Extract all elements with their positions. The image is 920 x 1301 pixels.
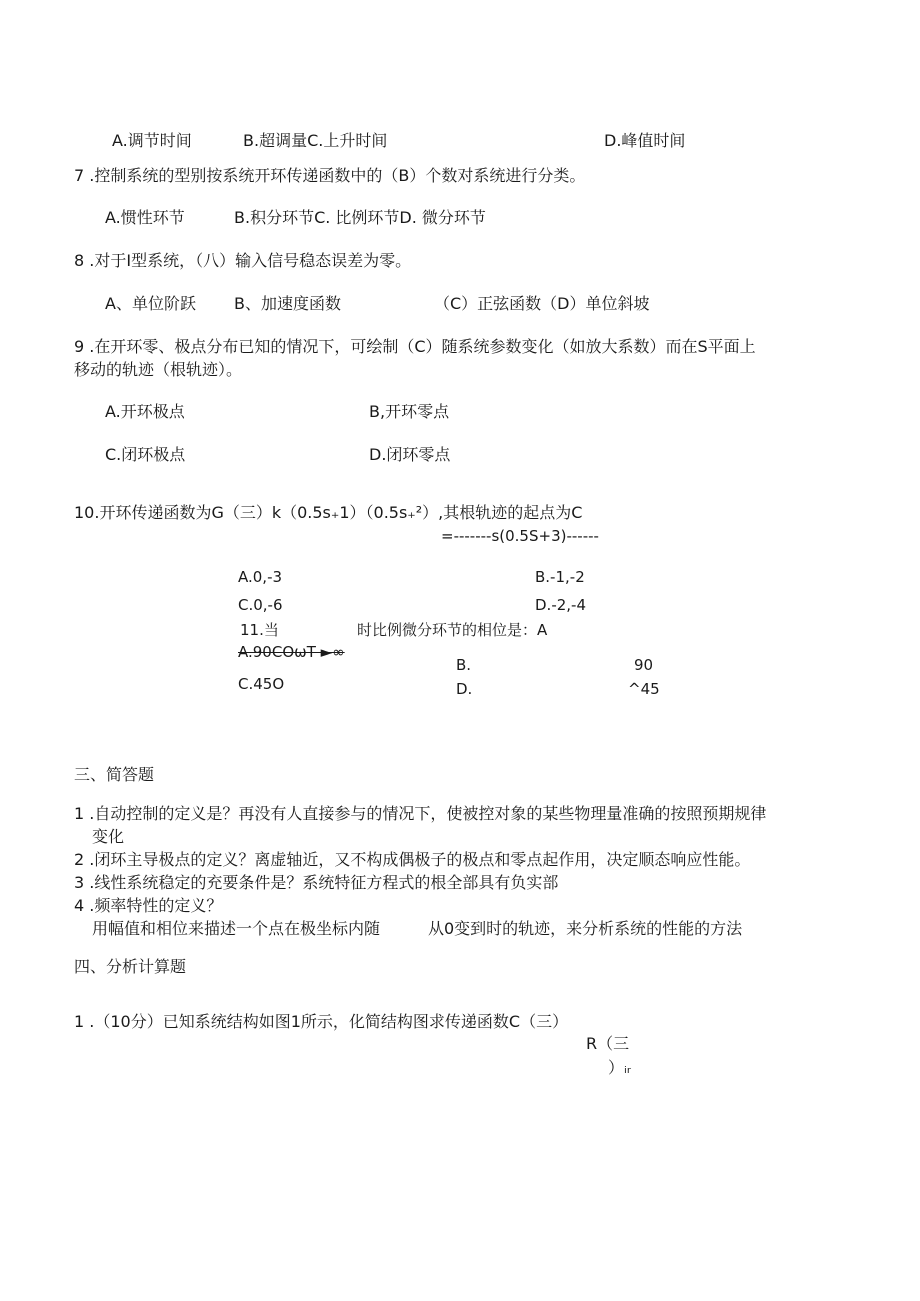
q11-option-b: B.	[456, 656, 472, 674]
q8-stem: 8 .对于I型系统，（八）输入信号稳态误差为零。	[74, 251, 412, 270]
q9-stem-line2: 移动的轨迹（根轨迹）。	[74, 360, 243, 379]
q6-option-d: D.峰值时间	[604, 131, 686, 150]
q7-stem: 7 .控制系统的型别按系统开环传递函数中的（B）个数对系统进行分类。	[74, 166, 586, 185]
q11-option-a: A.90COωT ►∞	[238, 643, 345, 661]
section4-title: 四、分析计算题	[74, 957, 187, 976]
q9-option-b: B,开环零点	[369, 402, 450, 421]
q7-option-bcd: B.积分环节C. 比例环节D. 微分环节	[234, 208, 486, 227]
q10-option-c: C.0,-6	[238, 596, 283, 614]
q9-option-d: D.闭环零点	[369, 445, 451, 464]
q11-number: 11.当	[240, 621, 279, 639]
q8-option-a: A、单位阶跃	[105, 294, 196, 313]
section3-item-1-cont: 变化	[92, 827, 125, 846]
q10-option-d: D.-2,-4	[535, 596, 586, 614]
q10-option-a: A.0,-3	[238, 568, 283, 586]
q6-option-a: A.调节时间	[112, 131, 192, 150]
q10-option-b: B.-1,-2	[535, 568, 585, 586]
section4-question-1: 1 .（10分）已知系统结构如图1所示，化简结构图求传递函数C（三）	[74, 1012, 569, 1031]
q11-option-d: D.	[456, 680, 473, 698]
q11-option-b-value: 90	[634, 656, 654, 674]
section3-item-3: 3 .线性系统稳定的充要条件是？系统特征方程式的根全部具有负实部	[74, 873, 559, 892]
q9-stem-line1: 9 .在开环零、极点分布已知的情况下，可绘制（C）随系统参数变化（如放大系数）而在S平面上	[74, 337, 756, 356]
q11-option-d-value: ^45	[628, 680, 660, 698]
section3-title: 三、简答题	[74, 765, 155, 784]
fraction-numerator: R（三	[586, 1034, 630, 1053]
section3-item-4-answer-b: 从0变到时的轨迹，来分析系统的性能的方法	[428, 919, 743, 938]
section3-item-4-answer-a: 用幅值和相位来描述一个点在极坐标内随	[92, 919, 381, 938]
q11-stem: 时比例微分环节的相位是：A	[357, 621, 548, 639]
q11-option-c: C.45O	[238, 675, 285, 693]
section3-item-4: 4 .频率特性的定义？	[74, 896, 223, 915]
section3-item-1: 1 .自动控制的定义是？再没有人直接参与的情况下，使被控对象的某些物理量准确的按照预期规律	[74, 804, 767, 823]
q8-option-b: B、加速度函数	[234, 294, 341, 313]
q10-stem: 10.开环传递函数为G（三）k（0.5s₊1）（0.5s₊²）,其根轨迹的起点为C	[74, 503, 583, 522]
q8-option-cd: （C）正弦函数（D）单位斜坡	[434, 294, 650, 313]
q9-option-c: C.闭环极点	[105, 445, 186, 464]
fraction-denominator: ）ᵢᵣ	[608, 1058, 632, 1077]
q6-option-bc: B.超调量C.上升时间	[243, 131, 388, 150]
section3-item-2: 2 .闭环主导极点的定义？离虚轴近，又不构成偶极子的极点和零点起作用，决定顺态响应性能。	[74, 850, 751, 869]
q7-option-a: A.惯性环节	[105, 208, 185, 227]
q10-denominator: =-------s(0.5S+3)------	[441, 527, 599, 545]
q9-option-a: A.开环极点	[105, 402, 185, 421]
